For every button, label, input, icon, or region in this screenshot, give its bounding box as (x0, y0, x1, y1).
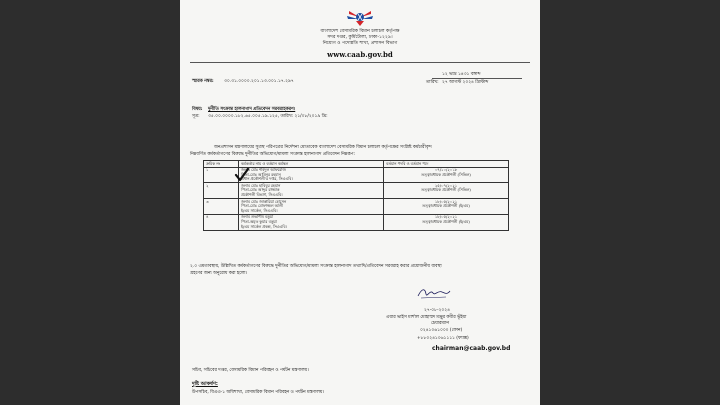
table-row (204, 214, 509, 230)
officer-office: প্রধান প্রকৌশলী'র দপ্তর, সিএএবি। (241, 176, 293, 182)
officer-office: ই/এম সার্কেল, সিএএবি। (241, 207, 278, 213)
officer-name: জনাব শুভাশীষ বড়ুয়া (241, 214, 274, 220)
closing-paragraph: ২.০ এমতাবস্থায়, উল্লিখিত কর্মকর্তাগণের বিরুদ্ধে দুর্নীতির অভিযোগ/মামলা সংক্রান্ত হালনাগাদ তথ্যাদি/প্রতিবেদন সরবরাহ করার প্রয়োজনীয় ব্যবস্থা (190, 264, 442, 269)
org-section: নিয়োগ ও পদোন্নতি শাখা, প্রশাসন বিভাগ (322, 41, 398, 46)
memo-ref-number: ৩০.৩১.০০০০.২০১.১৩.০০১.১৭.২৯৭ (224, 79, 294, 84)
row-designation (384, 167, 509, 183)
officer-father: পিতা-মোঃ মোফাজ্জল আলী (241, 203, 283, 209)
designation: তত্ত্বাবধায়ক প্রকৌশলী (ই/এম) (422, 203, 470, 209)
signatory-name: এয়ার ভাইস মার্শাল মোহাম্মদ মঞ্জুর কবীর ভূঁইয়া (386, 315, 467, 320)
row-serial: ৪ (204, 214, 239, 230)
copy-recipient: উপসচিব, বিএএ-১ অধিশাখা, বেসামরিক বিমান পরিবহন ও পর্যটন মন্ত্রণালয়। (192, 390, 324, 395)
officer-office: প্রকৌশলী বিভাগ, সিএএবি। (241, 192, 283, 198)
row-officer (239, 183, 384, 199)
header-serial: ক্রমিক নং (204, 161, 239, 168)
table-row (204, 183, 509, 199)
org-name: বাংলাদেশ বেসামরিক বিমান চলাচল কর্তৃপক্ষ (320, 29, 400, 34)
intro-paragraph: জনপ্রশাসন মন্ত্রণালয়ের সুত্রস্থ পরিপত্রের নির্দেশনা মোতাবেক বাংলাদেশ বেসামরিক বিমান চলাচল কর্তৃপক্ষের সংশ্লিষ্ট কর্মচারীবৃন্দ (214, 145, 432, 150)
officer-father: পিতা-মোঃ আব্দুর রাজ্জাক (241, 187, 280, 193)
table-header-row (204, 161, 509, 168)
signature-icon (416, 285, 452, 301)
org-address: সদর দপ্তর, কুর্মিটোলা, ঢাকা-১২২৯। (327, 35, 393, 40)
header-designation: বর্তমান পদবি ও বর্তমান পদে (384, 161, 509, 168)
row-serial: ৩ (204, 199, 239, 215)
source-reference: ৩৫.০০.০০০০.১৮২.৬৫.০০৫.১৯.১২৫, তারিখ: ২১/০৮/২০১৯ খ্রি: (208, 114, 328, 119)
recipient: সচিব, সচিবের দপ্তর, বেসামরিক বিমান পরিবহন ও পর্যটন মন্ত্রণালয়। (192, 368, 309, 373)
date-divider (432, 78, 522, 79)
date-bengali: ১২ ভাদ্র ১৪৩১ বঙ্গাব্দ (442, 72, 481, 77)
memo-ref-label: স্মারক নম্বর: (192, 79, 214, 84)
officer-name: জনাব মোঃ জাকারিয়া হোসেন (241, 198, 286, 204)
row-designation (384, 214, 509, 230)
designation: তত্ত্বাবধায়ক প্রকৌশলী (সিভিল) (421, 171, 471, 177)
officer-office: ই/এম সার্কেল প্রকল্প, সিএএবি। (241, 223, 287, 229)
checkmark-icon (234, 168, 250, 182)
intro-paragraph-2: নিম্নবর্ণিত কর্মকর্তাগণের বিরুদ্ধে দুর্নীতির অভিযোগ/মামলা সংক্রান্ত হালনাগাদ প্রতিবেদন নিম্নরূপ: (190, 152, 356, 157)
signatory-email[interactable]: chairman@caab.gov.bd (432, 345, 511, 352)
document-page (180, 0, 540, 405)
signature-date: ২৭-০৮-২০২৪ (424, 308, 450, 313)
designation: তত্ত্বাবধায়ক প্রকৌশলী (ই/এম) (422, 219, 470, 225)
joining-date: ১৮/০৫/২০২১ (434, 198, 458, 204)
row-officer (239, 199, 384, 215)
header-divider (190, 62, 530, 63)
joining-date: ১৮/০৫/২০২১ (434, 214, 458, 220)
row-serial: ১ (204, 167, 239, 183)
officer-father: পিতা-অমৃত কুমার বড়ুয়া (241, 219, 277, 225)
row-designation (384, 199, 509, 215)
officer-name: জনাব মোঃ শহিদুল আফরোজ (241, 167, 286, 173)
caab-logo-icon (345, 4, 375, 28)
row-designation (384, 183, 509, 199)
date-english: ২৭ আগস্ট ২০২৪ খ্রিস্টাব্দ (442, 80, 489, 85)
row-officer (239, 167, 384, 183)
subject-text: দুর্নীতি সংক্রান্ত হালনাগাদ প্রতিবেদন সরবরাহকরণ। (208, 107, 296, 112)
website-link[interactable]: www.caab.gov.bd (327, 50, 393, 59)
joining-date: ০৭/১০/২০১৮ (434, 167, 458, 173)
row-serial: ২ (204, 183, 239, 199)
date-label: তারিখ: (426, 80, 439, 85)
officer-father: পিতা-মোঃ আমিনুর রহমান (241, 171, 281, 177)
signatory-fax: +৮৮০২৪১০৬১১১১ (ফ্যাক্স) (417, 336, 469, 341)
signatory-phone: ০২৪১০৬১০০০ (ফোন) (420, 328, 463, 333)
joining-date: ২৫/০৭/২০২১ (434, 182, 458, 188)
signatory-title: চেয়ারম্যান (431, 321, 450, 326)
copy-label: দৃষ্টি আকর্ষণ: (192, 381, 218, 387)
officer-name: জনাব মোঃ হাবিবুর রহমান (241, 182, 281, 188)
source-label: সূত্র: (192, 114, 200, 119)
closing-paragraph-2: গ্রহণের জন্য অনুরোধ করা হলো। (190, 271, 248, 276)
header-name: কর্মকর্তার নাম ও বর্তমান কর্মস্থল (239, 161, 384, 168)
designation: তত্ত্বাবধায়ক প্রকৌশলী (সিভিল) (421, 187, 471, 193)
row-officer (239, 214, 384, 230)
table-row (204, 199, 509, 215)
subject-label: বিষয়: (192, 107, 203, 112)
